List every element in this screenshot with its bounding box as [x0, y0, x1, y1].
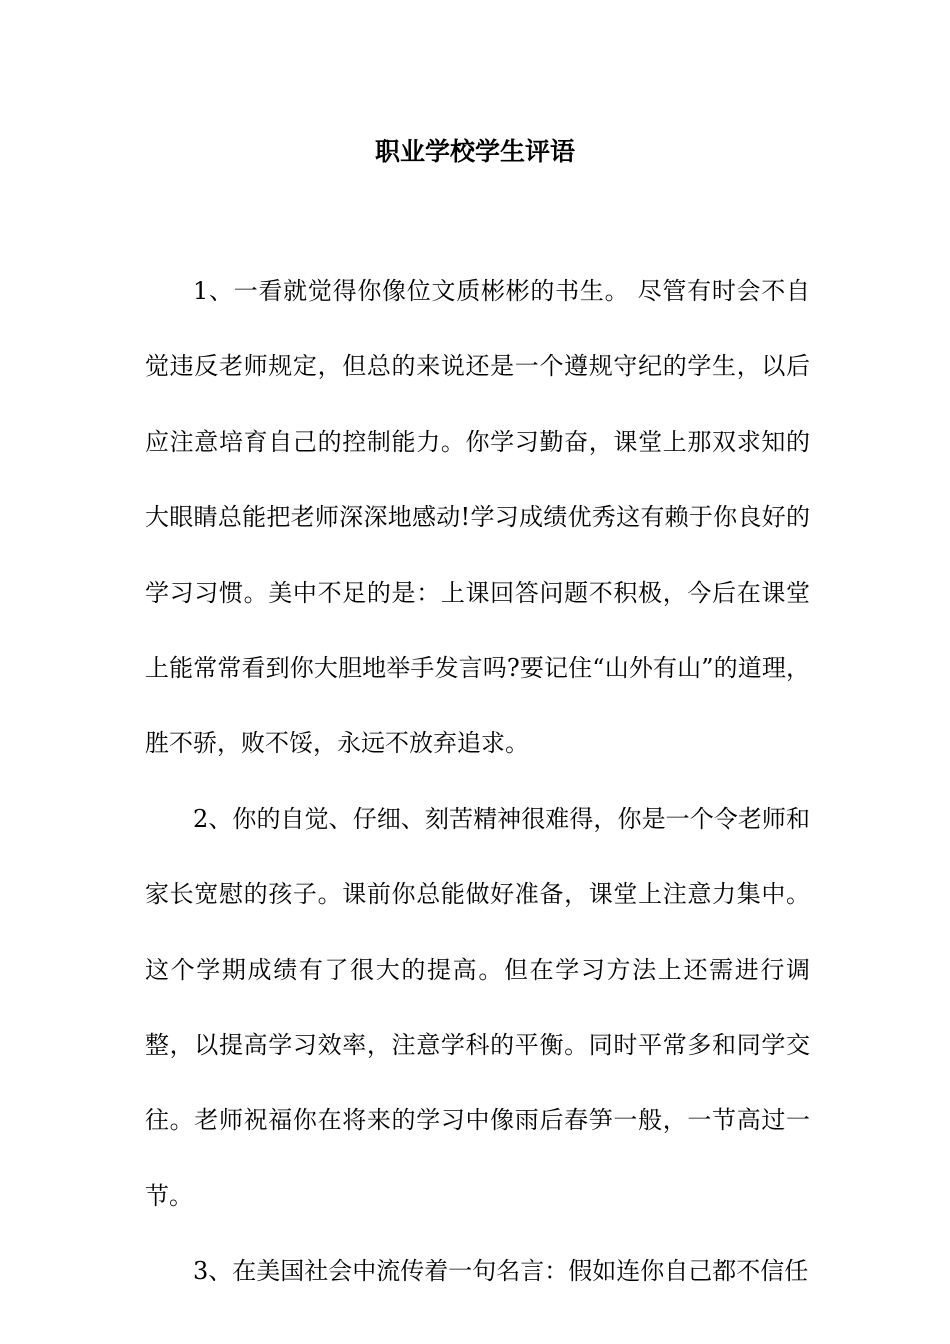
- paragraph-3: 3、在美国社会中流传着一句名言：假如连你自己都不信任: [193, 1257, 809, 1286]
- paragraph-2: 2、你的自觉、仔细、刻苦精神很难得，你是一个令老师和家长宽慰的孩子。课前你总能做好准备，课堂上注意力集中。这个学期成绩有了很大的提高。但在学习方法上还需进行调整，以提高学习效率，注意学科的平衡。同时平常多和同学交往。老师祝福你在将来的学习中像雨后春笋一般，一节高过一节。: [145, 804, 810, 1210]
- paragraph-1: 1、一看就觉得你像位文质彬彬的书生。 尽管有时会不自觉违反老师规定，但总的来说还是一个遵规守纪的学生，以后应注意培育自己的控制能力。你学习勤奋，课堂上那双求知的大眼睛总能把老师深深地感动!学习成绩优秀这有赖于你良好的学习习惯。美中不足的是：上课回答问题不积极，今后在课堂上能常常看到你大胆地举手发言吗?要记住“山外有山”的道理，胜不骄，败不馁，永远不放弃追求。: [145, 277, 810, 758]
- document-body: [145, 254, 810, 1310]
- document-title: 职业学校学生评语: [374, 137, 575, 166]
